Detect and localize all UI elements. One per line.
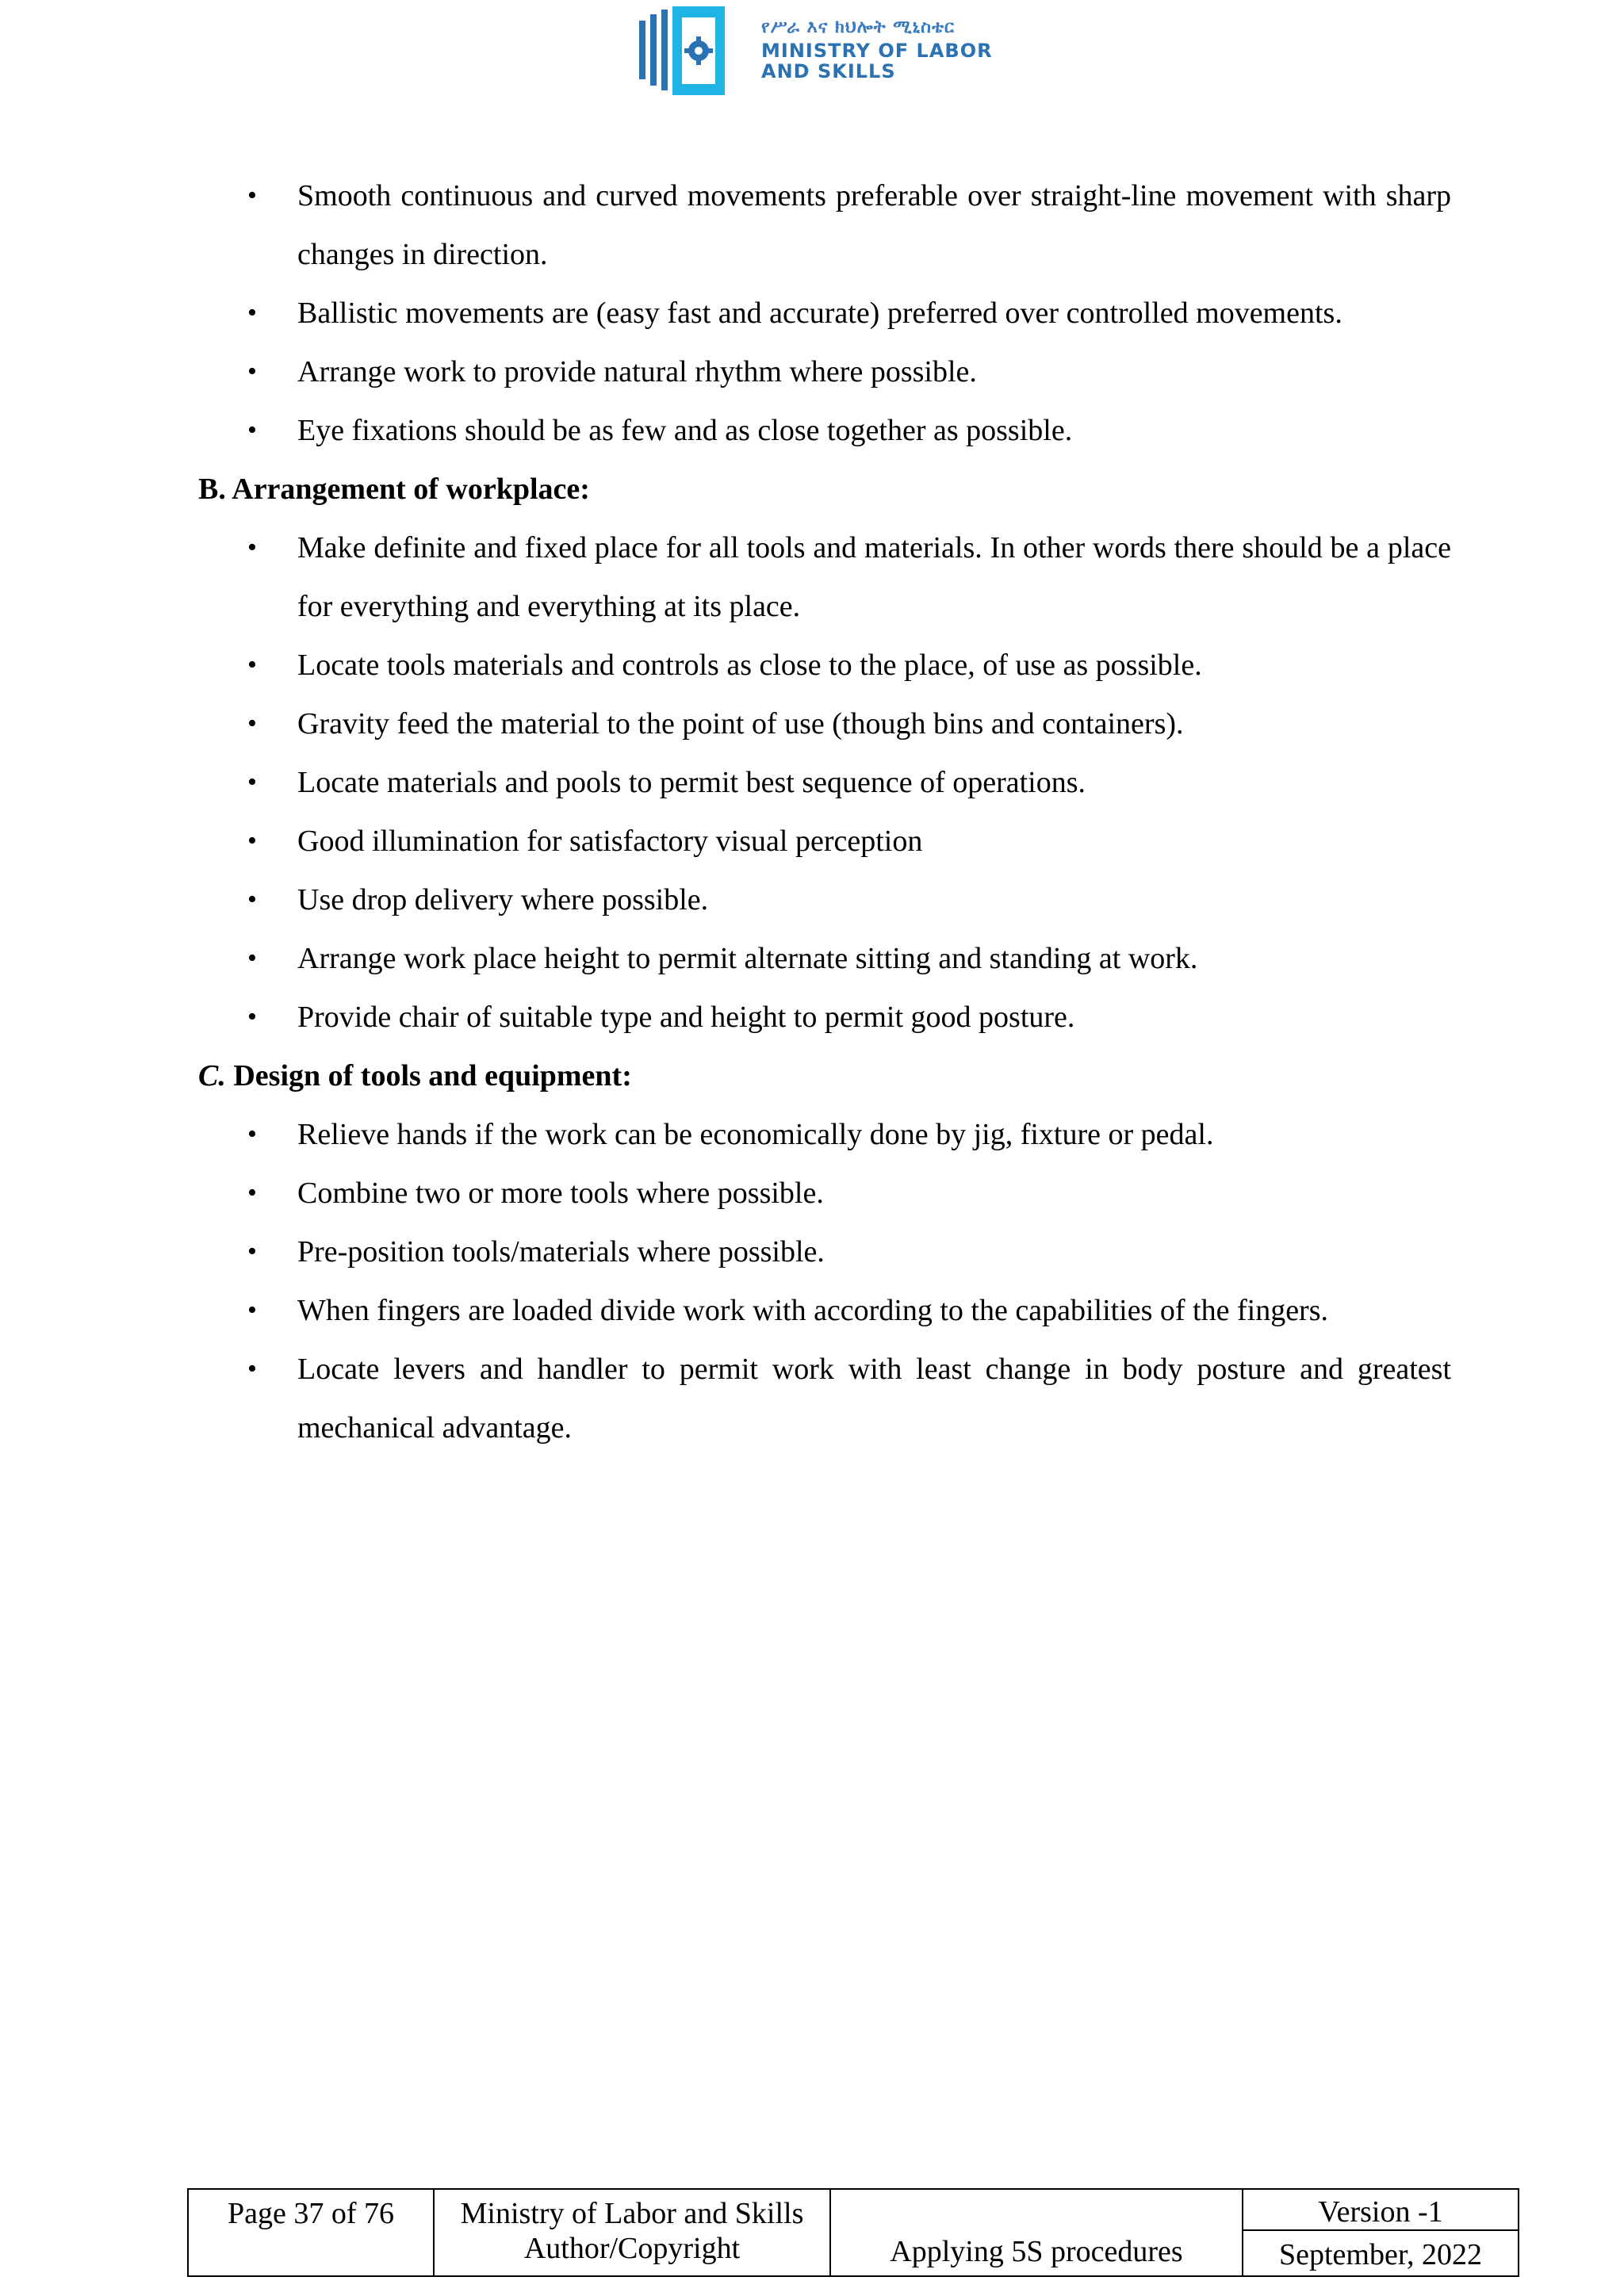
footer-page-number: Page 37 of 76 (189, 2190, 435, 2275)
footer-date: September, 2022 (1279, 2238, 1482, 2271)
logo-amharic-text: የሥራ እና ክህሎት ሚኒስቴር (761, 17, 956, 37)
logo-line-2: AND SKILLS (761, 60, 896, 82)
list-item: • Ballistic movements are (easy fast and accurate) preferred over controlled movements. (198, 284, 1451, 342)
list-item: • Locate levers and handler to permit work with least change in body posture and greatest mechanical advantage. (198, 1340, 1451, 1457)
logo-line-1: MINISTRY OF LABOR (761, 40, 993, 62)
list-item: • When fingers are loaded divide work with according to the capabilities of the fingers. (198, 1281, 1451, 1340)
footer-module-title: Applying 5S procedures (831, 2190, 1243, 2275)
list-item: • Relieve hands if the work can be economically done by jig, fixture or pedal. (198, 1105, 1451, 1164)
section-b-heading: B. Arrangement of workplace: (198, 473, 590, 506)
section-c-heading (198, 1047, 1451, 1105)
list-item: • Good illumination for satisfactory visual perception (198, 812, 1451, 871)
footer-org-name: Ministry of Labor and Skills (460, 2197, 804, 2230)
list-item: • Use drop delivery where possible. (198, 871, 1451, 929)
list-item: • Arrange work to provide natural rhythm where possible. (198, 342, 1451, 401)
section-c-title: Design of tools and equipment: (225, 1059, 632, 1093)
list-item: • Arrange work place height to permit alternate sitting and standing at work. (198, 929, 1451, 988)
page-footer (187, 2188, 1519, 2277)
footer-organization (435, 2190, 831, 2275)
intro-list (198, 166, 1451, 460)
list-item: • Combine two or more tools where possible. (198, 1164, 1451, 1223)
section-c-letter: C. (198, 1059, 226, 1093)
section-c-list (198, 1105, 1451, 1457)
logo-text (761, 19, 993, 81)
document-body (198, 166, 1451, 1457)
list-item: • Make definite and fixed place for all tools and materials. In other words there should be a place for everything and everything at its place. (198, 519, 1451, 636)
list-item: • Pre-position tools/materials where possible. (198, 1223, 1451, 1281)
list-item: • Provide chair of suitable type and height to permit good posture. (198, 988, 1451, 1047)
list-item: • Locate materials and pools to permit best sequence of operations. (198, 753, 1451, 812)
list-item: • Smooth continuous and curved movements preferable over straight-line movement with sharp changes in direction. (198, 166, 1451, 284)
footer-version: Version -1 (1243, 2190, 1518, 2231)
ministry-logo (634, 3, 1015, 98)
ministry-emblem-icon (634, 3, 753, 98)
list-item: • Eye fixations should be as few and as close together as possible. (198, 401, 1451, 460)
footer-author-copyright: Author/Copyright (523, 2232, 741, 2265)
list-item: • Gravity feed the material to the point of use (though bins and containers). (198, 695, 1451, 753)
list-item: • Locate tools materials and controls as close to the place, of use as possible. (198, 636, 1451, 695)
section-b-list (198, 519, 1451, 1047)
